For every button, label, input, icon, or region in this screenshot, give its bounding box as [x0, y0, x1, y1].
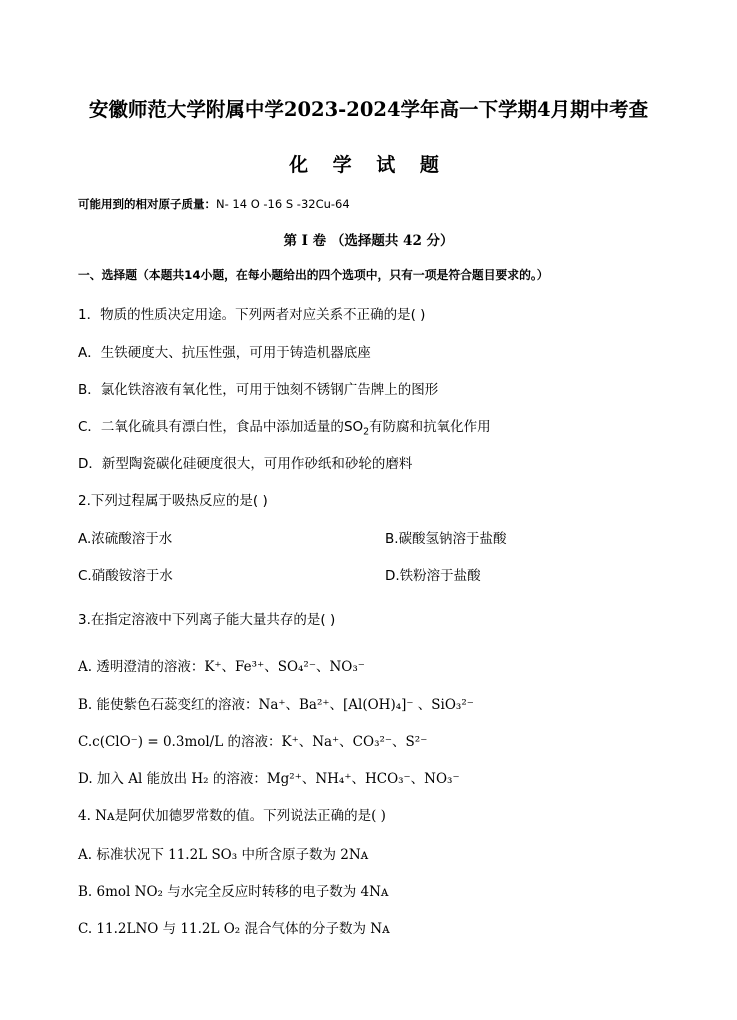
exam-title: 安徽师范大学附属中学2023-2024学年高一下学期4月期中考查	[88, 98, 649, 121]
atomic-masses-values: N- 14 O -16 S -32Cu-64	[216, 197, 350, 211]
section-one-instructions: 一、选择题（本题共14小题，在每小题给出的四个选项中，只有一项是符合题目要求的。）	[78, 268, 549, 282]
q1-option-c-subscript: 2	[363, 426, 370, 438]
q1-stem: 1．物质的性质决定用途。下列两者对应关系不正确的是( )	[78, 307, 426, 323]
atomic-masses-label: 可能用到的相对原子质量：	[78, 197, 216, 211]
q3-stem: 3.在指定溶液中下列离子能大量共存的是( )	[78, 612, 336, 628]
q1-option-c	[78, 415, 491, 438]
part-one-heading: 第 I 卷 （选择题共 42 分）	[283, 233, 454, 249]
q3-option-b: B. 能使紫色石蕊变红的溶液：Na⁺、Ba²⁺、[Al(OH)₄]⁻ 、SiO₃²⁻	[78, 697, 474, 713]
exam-subtitle: 化 学 试 题	[289, 154, 448, 176]
q2-stem: 2.下列过程属于吸热反应的是( )	[78, 493, 268, 509]
q4-stem: 4. Nᴀ是阿伏加德罗常数的值。下列说法正确的是( )	[78, 808, 386, 824]
q1-option-c-text: C．二氧化硫具有漂白性，食品中添加适量的	[78, 419, 344, 435]
q4-option-b: B. 6mol NO₂ 与水完全反应时转移的电子数为 4Nᴀ	[78, 884, 389, 900]
q1-option-b: B．氯化铁溶液有氧化性，可用于蚀刻不锈钢广告牌上的图形	[78, 382, 439, 398]
q2-option-a: A.浓硫酸溶于水	[78, 531, 173, 547]
q3-option-a: A. 透明澄清的溶液：K⁺、Fe³⁺、SO₄²⁻、NO₃⁻	[78, 659, 365, 675]
q1-option-c-formula: SO	[343, 419, 364, 435]
q4-option-c: C. 11.2LNO 与 11.2L O₂ 混合气体的分子数为 Nᴀ	[78, 921, 390, 937]
q1-option-c-text-end: 有防腐和抗氧化作用	[369, 419, 491, 435]
q2-option-b: B.碳酸氢钠溶于盐酸	[385, 531, 507, 547]
q3-option-c: C.c(ClO⁻) = 0.3mol/L 的溶液：K⁺、Na⁺、CO₃²⁻、S²⁻	[78, 734, 428, 750]
q1-option-d: D．新型陶瓷碳化硅硬度很大，可用作砂纸和砂轮的磨料	[78, 456, 413, 472]
q2-option-d: D.铁粉溶于盐酸	[385, 568, 481, 584]
q4-option-a: A. 标准状况下 11.2L SO₃ 中所含原子数为 2Nᴀ	[78, 847, 369, 863]
atomic-masses	[78, 196, 350, 212]
q3-option-d: D. 加入 Al 能放出 H₂ 的溶液：Mg²⁺、NH₄⁺、HCO₃⁻、NO₃⁻	[78, 771, 460, 787]
q1-option-a: A．生铁硬度大、抗压性强，可用于铸造机器底座	[78, 345, 371, 361]
q2-option-c: C.硝酸铵溶于水	[78, 568, 173, 584]
